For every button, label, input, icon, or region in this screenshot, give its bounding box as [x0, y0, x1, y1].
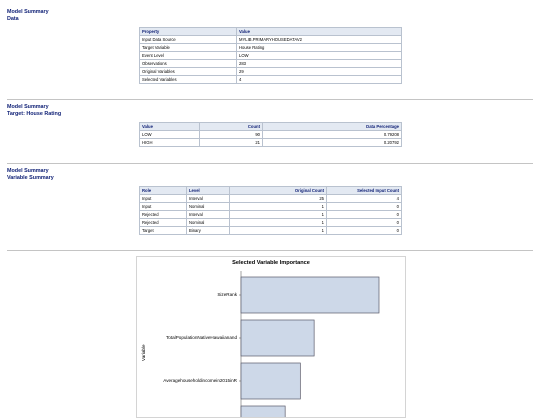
table-cell: House Rating	[237, 44, 402, 52]
section-title-line2: Data	[7, 15, 19, 22]
table-cell: 0	[327, 211, 402, 219]
section-title-line2: Variable Summary	[7, 174, 54, 181]
table-cell: Interval	[187, 195, 230, 203]
table-cell: Target	[140, 227, 187, 235]
table-cell: Observations	[140, 60, 237, 68]
table-cell: LOW	[237, 52, 402, 60]
table-cell: Binary	[187, 227, 230, 235]
table-cell: Event Level	[140, 52, 237, 60]
chart-bar	[241, 277, 379, 313]
table-cell: 1	[230, 219, 327, 227]
table-cell: 0	[327, 203, 402, 211]
target-summary-table	[139, 122, 402, 147]
section-divider	[7, 99, 533, 100]
column-header: Value	[237, 28, 402, 36]
column-header: Selected Input Count	[327, 187, 402, 195]
column-header: Property	[140, 28, 237, 36]
table-row	[140, 36, 402, 44]
table-cell: 4	[237, 76, 402, 84]
table-row	[140, 139, 402, 147]
section-title-line2: Target: House Rating	[7, 110, 62, 117]
table-header-row	[140, 28, 402, 36]
table-cell: Input	[140, 195, 187, 203]
table-cell: 1	[230, 203, 327, 211]
table-row	[140, 60, 402, 68]
chart-title: Selected Variable Importance	[232, 260, 310, 266]
y-tick-label: SizeRank	[217, 292, 237, 297]
column-header: Original Count	[230, 187, 327, 195]
column-header: Count	[200, 123, 263, 131]
table-cell: Input	[140, 203, 187, 211]
y-axis-label: Variable	[141, 344, 146, 361]
table-cell: Input Data Source	[140, 36, 237, 44]
table-cell: 29	[237, 68, 402, 76]
variable-importance-chart	[136, 256, 406, 418]
table-cell: 0.79208	[263, 131, 402, 139]
table-row	[140, 44, 402, 52]
section-title-line1: Model Summary	[7, 9, 49, 15]
section-divider	[7, 163, 533, 164]
table-row	[140, 195, 402, 203]
table-cell: Rejected	[140, 211, 187, 219]
variable-summary-table	[139, 186, 402, 235]
section-title-line1: Model Summary	[7, 104, 49, 110]
column-header: Value	[140, 123, 200, 131]
table-cell: Nominal	[187, 203, 230, 211]
chart-bar	[241, 320, 314, 356]
table-cell: LOW	[140, 131, 200, 139]
column-header: Level	[187, 187, 230, 195]
chart-bar	[241, 406, 285, 417]
table-cell: Original Variables	[140, 68, 237, 76]
table-row	[140, 227, 402, 235]
table-cell: 25	[230, 195, 327, 203]
y-tick-label: TotalPopulationNativeHawaiianand	[166, 335, 237, 340]
table-cell: 0	[327, 227, 402, 235]
table-row	[140, 211, 402, 219]
table-cell: 1	[230, 211, 327, 219]
data-summary-table	[139, 27, 402, 84]
section-title-target	[7, 104, 61, 117]
column-header: Data Percentage	[263, 123, 402, 131]
section-title-line1: Model Summary	[7, 168, 49, 174]
table-cell: Selected Variables	[140, 76, 237, 84]
table-header-row	[140, 123, 402, 131]
section-divider	[7, 250, 533, 251]
table-cell: 283	[237, 60, 402, 68]
table-cell: 0	[327, 219, 402, 227]
table-cell: Interval	[187, 211, 230, 219]
table-cell: HIGH	[140, 139, 200, 147]
table-cell: MYLIB.PRIMARYHOUSEDATAV2	[237, 36, 402, 44]
column-header: Role	[140, 187, 187, 195]
table-cell: 0.20792	[263, 139, 402, 147]
section-title-variable-summary	[7, 168, 54, 181]
chart-bar	[241, 363, 300, 399]
table-row	[140, 203, 402, 211]
table-cell: Target Variable	[140, 44, 237, 52]
table-cell: 90	[200, 131, 263, 139]
table-cell: 21	[200, 139, 263, 147]
table-header-row	[140, 187, 402, 195]
table-row	[140, 52, 402, 60]
table-row	[140, 131, 402, 139]
table-row	[140, 76, 402, 84]
table-cell: 4	[327, 195, 402, 203]
table-row	[140, 219, 402, 227]
table-row	[140, 68, 402, 76]
y-tick-label: Averagehouseholdincomein2015inR	[163, 378, 237, 383]
table-cell: Rejected	[140, 219, 187, 227]
section-title-data	[7, 9, 49, 22]
table-cell: Nominal	[187, 219, 230, 227]
table-cell: 1	[230, 227, 327, 235]
